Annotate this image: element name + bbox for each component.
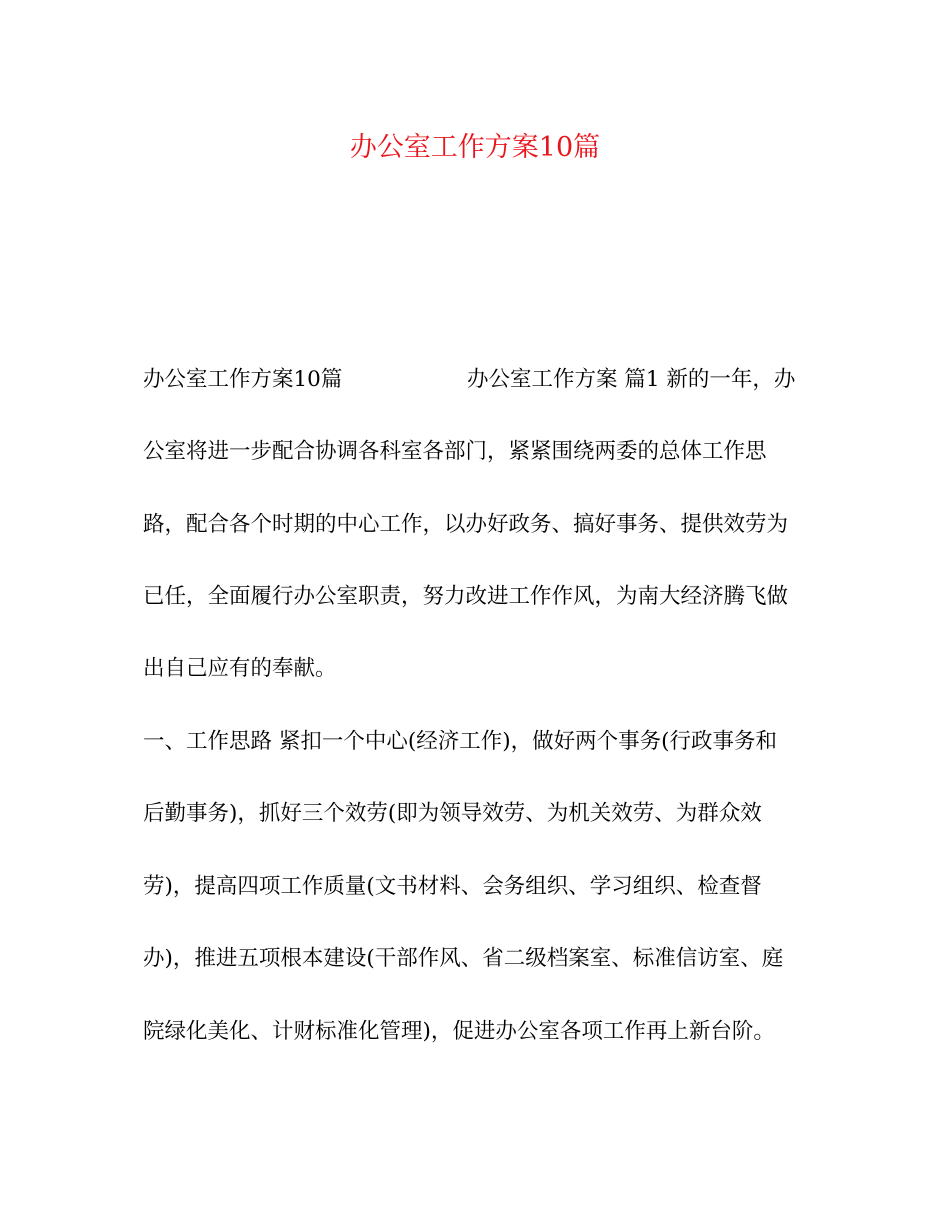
body-line-8: 劳)，提高四项工作质量(文书材料、会务组织、学习组织、检查督 — [143, 874, 762, 899]
body-line-1-part-2: 办公室工作方案 篇1 新的一年，办 — [467, 367, 796, 392]
body-line-5: 出自己应有的奉献。 — [143, 656, 337, 681]
document-title: 办公室工作方案10篇 — [349, 132, 601, 163]
body-line-9: 办)，推进五项根本建设(干部作风、省二级档案室、标准信访室、庭 — [143, 946, 784, 971]
body-line-4: 已任，全面履行办公室职责，努力改进工作作风，为南大经济腾飞做 — [143, 584, 789, 609]
body-line-7: 后勤事务)，抓好三个效劳(即为领导效劳、为机关效劳、为群众效 — [143, 801, 762, 826]
body-line-1-part-1: 办公室工作方案10篇 — [143, 367, 343, 392]
body-line-2: 公室将进一步配合协调各科室各部门，紧紧围绕两委的总体工作思 — [143, 439, 767, 464]
body-line-3: 路，配合各个时期的中心工作，以办好政务、搞好事务、提供效劳为 — [143, 512, 789, 537]
body-line-10: 院绿化美化、计财标准化管理)，促进办公室各项工作再上新台阶。 — [143, 1019, 775, 1044]
body-line-6: 一、工作思路 紧扣一个中心(经济工作)，做好两个事务(行政事务和 — [143, 729, 778, 754]
